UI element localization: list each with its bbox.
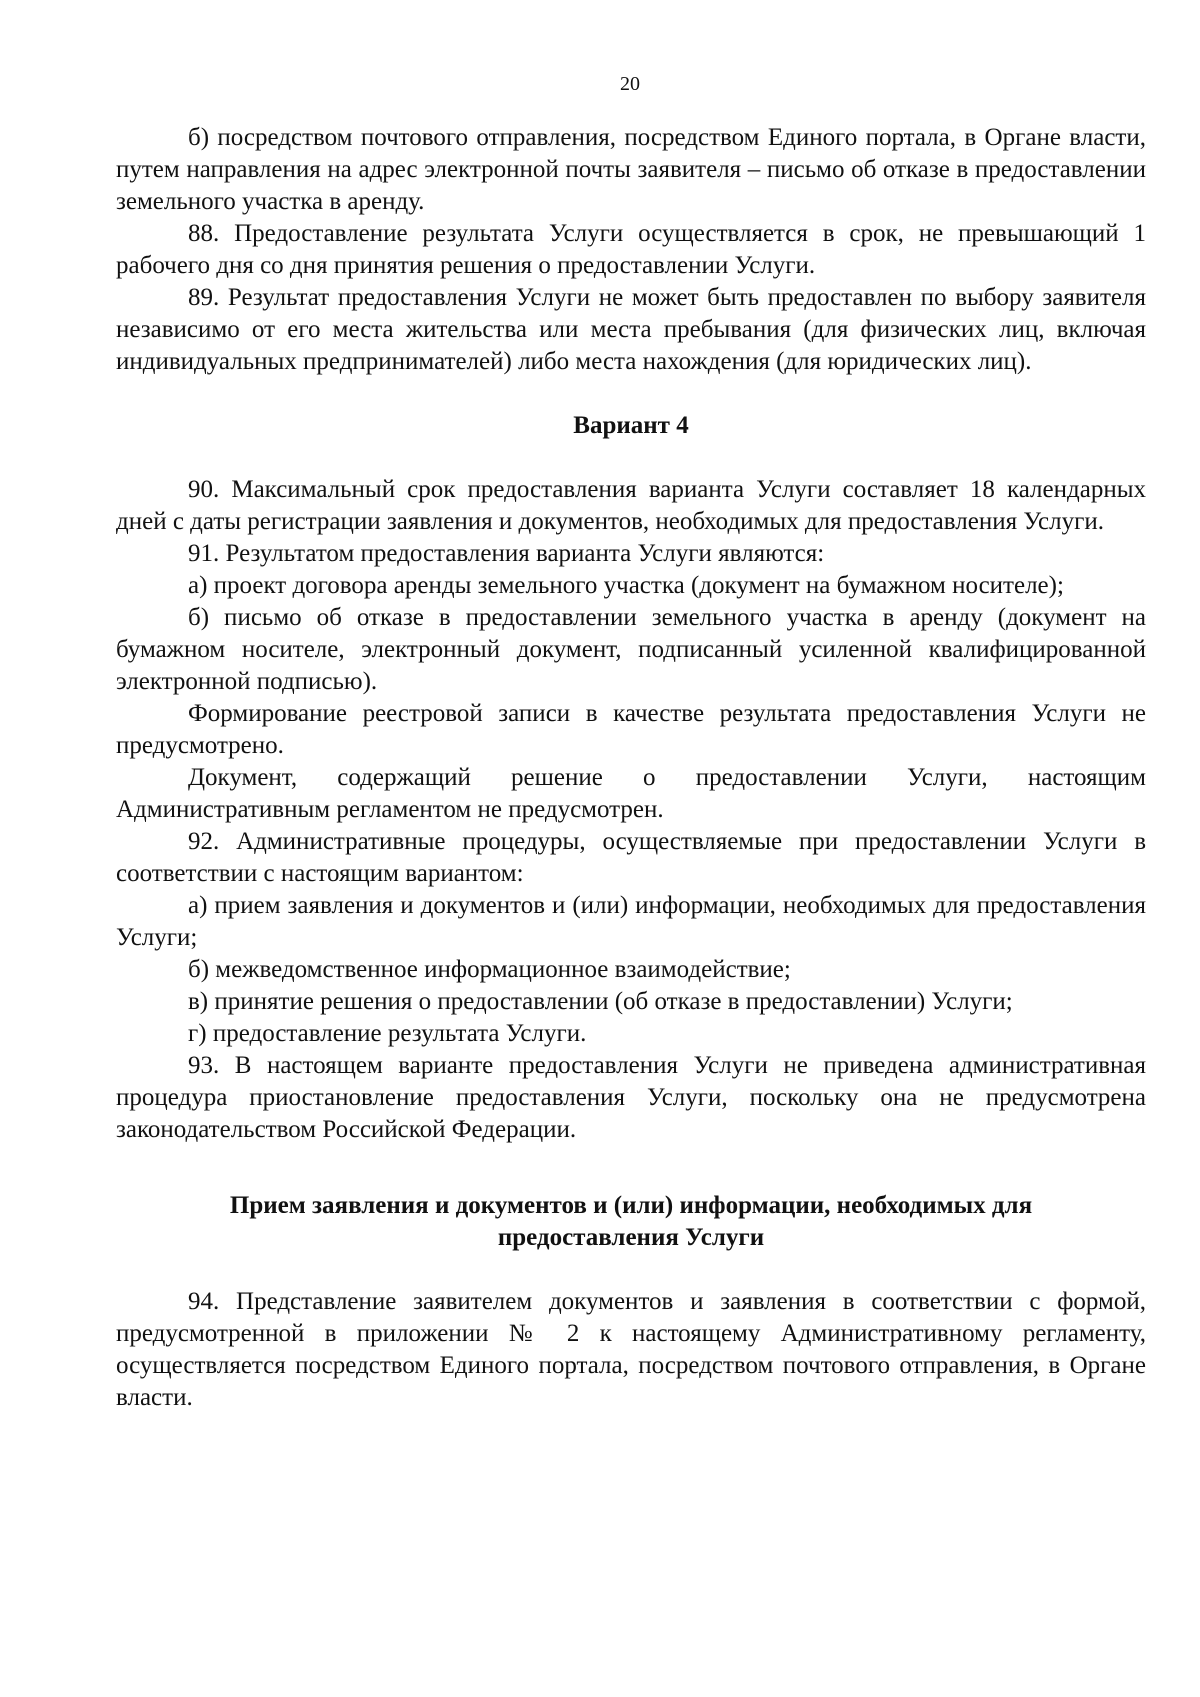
heading-variant: Вариант 4	[573, 412, 689, 439]
page-number: 20	[620, 73, 640, 95]
paragraph-registry-record: Формирование реестровой записи в качестве результата предоставления Услуги не предусмотрено.	[116, 700, 1146, 759]
document-body	[116, 122, 1146, 1414]
paragraph-91: 91. Результатом предоставления варианта Услуги являются:	[188, 540, 825, 567]
paragraph-92c: в) принятие решения о предоставлении (об отказе в предоставлении) Услуги;	[188, 988, 1013, 1015]
paragraph-decision-document: Документ, содержащий решение о предоставлении Услуги, настоящим Административным регламентом не предусмотрен.	[116, 764, 1146, 823]
paragraph-88: 88. Предоставление результата Услуги осуществляется в срок, не превышающий 1 рабочего дня со дня принятия решения о предоставлении Услуги.	[116, 220, 1146, 279]
paragraph-92b: б) межведомственное информационное взаимодействие;	[188, 956, 791, 983]
paragraph-91a: а) проект договора аренды земельного участка (документ на бумажном носителе);	[188, 572, 1064, 599]
paragraph-94: 94. Представление заявителем документов и заявления в соответствии с формой, предусмотренной в приложении № 2 к настоящему Административному регламенту, осуществляется посредством Единого портала, посредством почтового отправления, в Органе власти.	[116, 1288, 1146, 1411]
paragraph-92: 92. Административные процедуры, осуществляемые при предоставлении Услуги в соответствии с настоящим вариантом:	[116, 828, 1146, 887]
paragraph-91b: б) письмо об отказе в предоставлении земельного участка в аренду (документ на бумажном носителе, электронный документ, подписанный усиленной квалифицированной электронной подписью).	[116, 604, 1146, 695]
heading-section: Прием заявления и документов и (или) информации, необходимых для предоставления Услуги	[229, 1192, 1033, 1251]
paragraph-87b: б) посредством почтового отправления, посредством Единого портала, в Органе власти, путем направления на адрес электронной почты заявителя – письмо об отказе в предоставлении земельного участка в аренду.	[116, 124, 1146, 215]
paragraph-92d: г) предоставление результата Услуги.	[188, 1020, 587, 1047]
paragraph-92a: а) прием заявления и документов и (или) информации, необходимых для предоставления Услуги;	[116, 892, 1146, 951]
paragraph-93: 93. В настоящем варианте предоставления Услуги не приведена административная процедура приостановление предоставления Услуги, поскольку она не предусмотрена законодательством Российской Федерации.	[116, 1052, 1146, 1143]
paragraph-90: 90. Максимальный срок предоставления варианта Услуги составляет 18 календарных дней с даты регистрации заявления и документов, необходимых для предоставления Услуги.	[116, 476, 1146, 535]
paragraph-89: 89. Результат предоставления Услуги не может быть предоставлен по выбору заявителя независимо от его места жительства или места пребывания (для физических лиц, включая индивидуальных предпринимателей) либо места нахождения (для юридических лиц).	[116, 284, 1146, 375]
